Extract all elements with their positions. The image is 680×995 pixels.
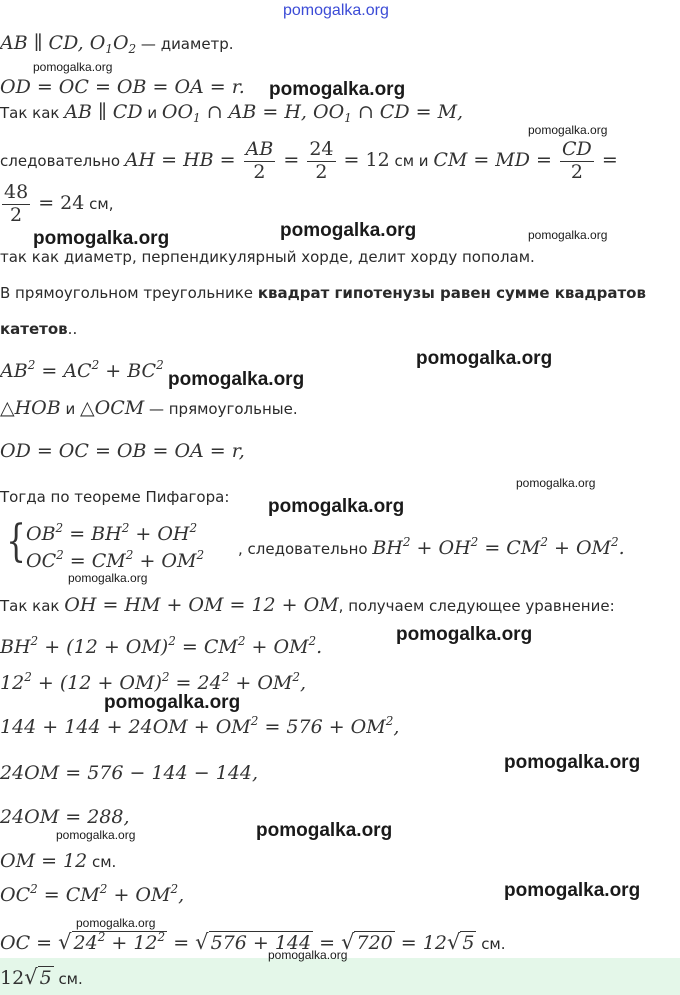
sqrt-sign: √ bbox=[58, 930, 72, 954]
line-right-triangle-rule: В прямоугольном треугольнике квадрат гипотенузы равен сумме квадратов bbox=[0, 284, 646, 302]
watermark: pomogalka.org bbox=[33, 60, 113, 74]
line-radii: OD = OC = OB = OA = r. bbox=[0, 76, 245, 98]
sqrt-sign: √ bbox=[341, 930, 355, 954]
watermark: pomogalka.org bbox=[516, 476, 596, 490]
line-system-consequence: , следовательно $BH^2 + OH^2 = CM^2 + OM^2$. bbox=[238, 535, 625, 559]
watermark: pomogalka.org bbox=[76, 916, 156, 930]
line-pythagoras-general: $AB^2 = AC^2 + BC^2$ bbox=[0, 358, 164, 382]
equation-1: $BH^2 + (12 + OM)^2 = CM^2 + OM^2$. bbox=[0, 634, 323, 658]
watermark: pomogalka.org bbox=[504, 880, 641, 901]
system-eq-1: $OB^2 = BH^2 + OH^2$ bbox=[26, 521, 198, 545]
line-then-pythagoras: Тогда по теореме Пифагора: bbox=[0, 488, 230, 506]
watermark: pomogalka.org bbox=[33, 228, 170, 249]
watermark: pomogalka.org bbox=[268, 496, 405, 517]
equation-4: 24OM = 576 − 144 − 144, bbox=[0, 762, 259, 784]
sqrt-sign: √ bbox=[195, 930, 209, 954]
watermark: pomogalka.org bbox=[68, 571, 148, 585]
system-eq-2: $OC^2 = CM^2 + OM^2$ bbox=[26, 548, 205, 572]
watermark: pomogalka.org bbox=[528, 123, 608, 137]
sqrt-sign: √ bbox=[24, 965, 38, 989]
line-oh-sum: Так как OH = HM + OM = 12 + OM, получаем следующее уравнение: bbox=[0, 594, 615, 616]
equation-3: $144 + 144 + 24OM + OM^2 = 576 + OM^2$, bbox=[0, 714, 400, 738]
watermark: pomogalka.org bbox=[396, 624, 533, 645]
equation-5: 24OM = 288, bbox=[0, 806, 130, 828]
line-since-intersections: Так как AB ∥ CD и $OO_1$ ∩ AB = H, $OO_1$ ∩ CD = M, bbox=[0, 101, 464, 125]
sqrt-sign: √ bbox=[446, 930, 461, 954]
line-chord-explanation: так как диаметр, перпендикулярный хорде, делит хорду пополам. bbox=[0, 248, 535, 266]
fraction-cd-2: $\frac{CD}{2}$ bbox=[562, 138, 592, 183]
line-right-triangle-rule-cont: катетов.. bbox=[0, 320, 78, 338]
answer-line: 12√ 5 см. bbox=[0, 965, 83, 989]
watermark: pomogalka.org bbox=[168, 369, 305, 390]
math-ab-par-cd: AB ∥ CD, $O_1O_2$ bbox=[0, 32, 137, 56]
line-halves: следовательно AH = HB = $\frac{AB}{2}$ = $\frac{24}{2}$ = 12 см и CM = MD = $\frac{CD}{2}$ = bbox=[0, 138, 618, 183]
equation-8: OC = √ $24^2 + 12^2$ = √ 576 + 144 = √ 720 = 12√ 5 см. bbox=[0, 930, 506, 954]
fraction-ab-2: $\frac{AB}{2}$ bbox=[245, 138, 274, 183]
equation-6: OM = 12 см. bbox=[0, 850, 117, 872]
watermark: pomogalka.org bbox=[268, 948, 348, 962]
line-radii-2: OD = OC = OB = OA = r, bbox=[0, 440, 245, 462]
site-header-watermark[interactable]: pomogalka.org bbox=[283, 2, 389, 19]
watermark: pomogalka.org bbox=[416, 348, 553, 369]
line-diameter: AB ∥ CD, $O_1O_2$ — диаметр. bbox=[0, 32, 234, 56]
watermark: pomogalka.org bbox=[528, 228, 608, 242]
watermark: pomogalka.org bbox=[256, 820, 393, 841]
fraction-48-2: $\frac{48}{2}$ bbox=[4, 181, 29, 226]
answer-box bbox=[0, 958, 680, 995]
fraction-24-2: $\frac{24}{2}$ bbox=[309, 138, 334, 183]
line-right-triangles: △HOB и △OCM — прямоугольные. bbox=[0, 397, 298, 419]
watermark: pomogalka.org bbox=[104, 692, 241, 713]
equation-2: $12^2 + (12 + OM)^2 = 24^2 + OM^2$, bbox=[0, 670, 307, 694]
system-brace: { bbox=[6, 516, 26, 567]
watermark: pomogalka.org bbox=[504, 752, 641, 773]
equation-7: $OC^2 = CM^2 + OM^2$, bbox=[0, 882, 185, 906]
line-48-over-2: $\frac{48}{2}$ = 24 см, bbox=[4, 181, 114, 226]
watermark: pomogalka.org bbox=[56, 828, 136, 842]
watermark: pomogalka.org bbox=[280, 220, 417, 241]
watermark: pomogalka.org bbox=[269, 79, 406, 100]
